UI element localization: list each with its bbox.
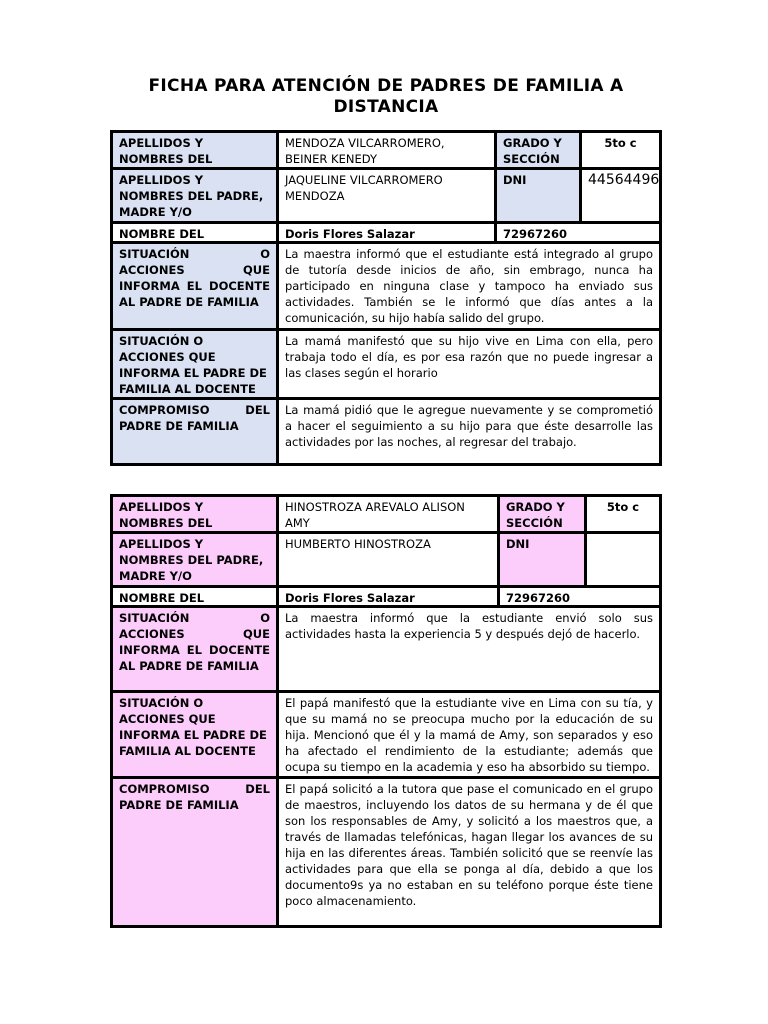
tutor-dni-value: 72967260 xyxy=(503,227,568,241)
estudiante-value: HINOSTROZA AREVALO ALISON AMY xyxy=(285,500,465,530)
grid-line xyxy=(113,605,659,608)
grid-line xyxy=(113,221,659,224)
grid-line xyxy=(113,397,659,400)
grid-line xyxy=(579,133,582,221)
grid-line xyxy=(276,133,279,463)
dni-value xyxy=(587,534,659,585)
grid-line xyxy=(494,133,497,241)
label-estudiante: APELLIDOS Y NOMBRES DEL xyxy=(113,133,276,167)
grid-line xyxy=(113,776,659,779)
label-padre: APELLIDOS Y NOMBRES DEL PADRE, MADRE Y/O xyxy=(113,534,276,585)
label-dni: DNI xyxy=(497,170,579,221)
docente-value: La maestra informó que el estudiante está integrado al grupo de tutoría desde inicios de año, sin embrago, nunca ha participado en ninguna clase y tampoco ha enviado sus actividades. También se le informó que días antes a la comunicación, su hijo había salido del grupo. xyxy=(285,247,653,325)
label-tutor: NOMBRE DEL xyxy=(119,591,205,605)
label-padre-docente: SITUACIÓN O ACCIONES QUE INFORMA EL PADRE DE FAMILIA AL DOCENTE xyxy=(113,331,276,397)
label-tutor: NOMBRE DEL xyxy=(119,227,205,241)
label-compromiso: COMPROMISO DEL PADRE DE FAMILIA xyxy=(113,779,276,925)
label-padre-docente: SITUACIÓN O ACCIONES QUE INFORMA EL PADRE DE FAMILIA AL DOCENTE xyxy=(113,693,276,776)
tutor-dni-value: 72967260 xyxy=(506,591,571,605)
grid-line xyxy=(113,585,659,588)
docente-value: La maestra informó que la estudiante envió solo sus actividades hasta la experiencia 5 y después dejó de hacerlo. xyxy=(285,611,653,641)
label-compromiso: COMPROMISO DEL PADRE DE FAMILIA xyxy=(113,400,276,463)
grid-line xyxy=(276,497,279,925)
ficha-table-2 xyxy=(110,494,662,928)
grado-value: 5to c xyxy=(604,136,637,150)
grid-line xyxy=(113,167,659,170)
tutor-value: Doris Flores Salazar xyxy=(285,591,415,605)
label-dni: DNI xyxy=(500,534,584,585)
padre-value: HUMBERTO HINOSTROZA xyxy=(285,537,431,551)
grid-line xyxy=(497,497,500,605)
grid-line xyxy=(113,241,659,244)
padre-docente-value: El papá manifestó que la estudiante vive en Lima con su tía, y que su mamá no se preocupa mucho por la educación de su hija. Mencionó que él y la mamá de Amy, son separados y eso ha afectado el rendimiento de la estudiante; además que ocupa su tiempo en la academia y eso ha absorbido su tiempo. xyxy=(285,696,653,774)
dni-value: 44564496 xyxy=(588,172,659,188)
ficha-table-1 xyxy=(110,130,662,466)
compromiso-value: El papá solicitó a la tutora que pase el comunicado en el grupo de maestros, incluyendo los datos de su hermana y de él que son los responsables de Amy, y solicitó a los maestros que, a través de llamadas telefónicas, hagan llegar los avances de su hija en las diferentes áreas. También solicitó que se reenvíe las actividades para que ella se ponga al día, debido a que los documento9s ya no estaban en su teléfono porque éste tiene poco almacenamiento. xyxy=(285,782,653,908)
label-estudiante: APELLIDOS Y NOMBRES DEL xyxy=(113,497,276,531)
grid-line xyxy=(113,328,659,331)
label-grado: GRADO Y SECCIÓN xyxy=(497,133,579,167)
grado-value: 5to c xyxy=(606,500,640,514)
estudiante-value: MENDOZA VILCARROMERO, BEINER KENEDY xyxy=(285,136,445,166)
padre-value: JAQUELINE VILCARROMERO MENDOZA xyxy=(285,173,443,203)
label-padre: APELLIDOS Y NOMBRES DEL PADRE, MADRE Y/O xyxy=(113,170,276,221)
label-grado: GRADO Y SECCIÓN xyxy=(500,497,584,531)
compromiso-value: La mamá pidió que le agregue nuevamente y se comprometió a hacer el seguimiento a su hijo para que éste desarrolle las actividades por las noches, al regresar del trabajo. xyxy=(285,403,653,449)
padre-docente-value: La mamá manifestó que su hijo vive en Lima con ella, pero trabaja todo el día, es por esa razón que no puede ingresar a las clases según el horario xyxy=(285,334,653,380)
grid-line xyxy=(584,497,587,585)
page-title: FICHA PARA ATENCIÓN DE PADRES DE FAMILIA A DISTANCIA xyxy=(148,76,624,117)
label-docente: SITUACIÓN O ACCIONES QUE INFORMA EL DOCENTE AL PADRE DE FAMILIA xyxy=(113,608,276,690)
grid-line xyxy=(113,531,659,534)
tutor-value: Doris Flores Salazar xyxy=(285,227,415,241)
label-docente: SITUACIÓN O ACCIONES QUE INFORMA EL DOCENTE AL PADRE DE FAMILIA xyxy=(113,244,276,328)
grid-line xyxy=(113,690,659,693)
